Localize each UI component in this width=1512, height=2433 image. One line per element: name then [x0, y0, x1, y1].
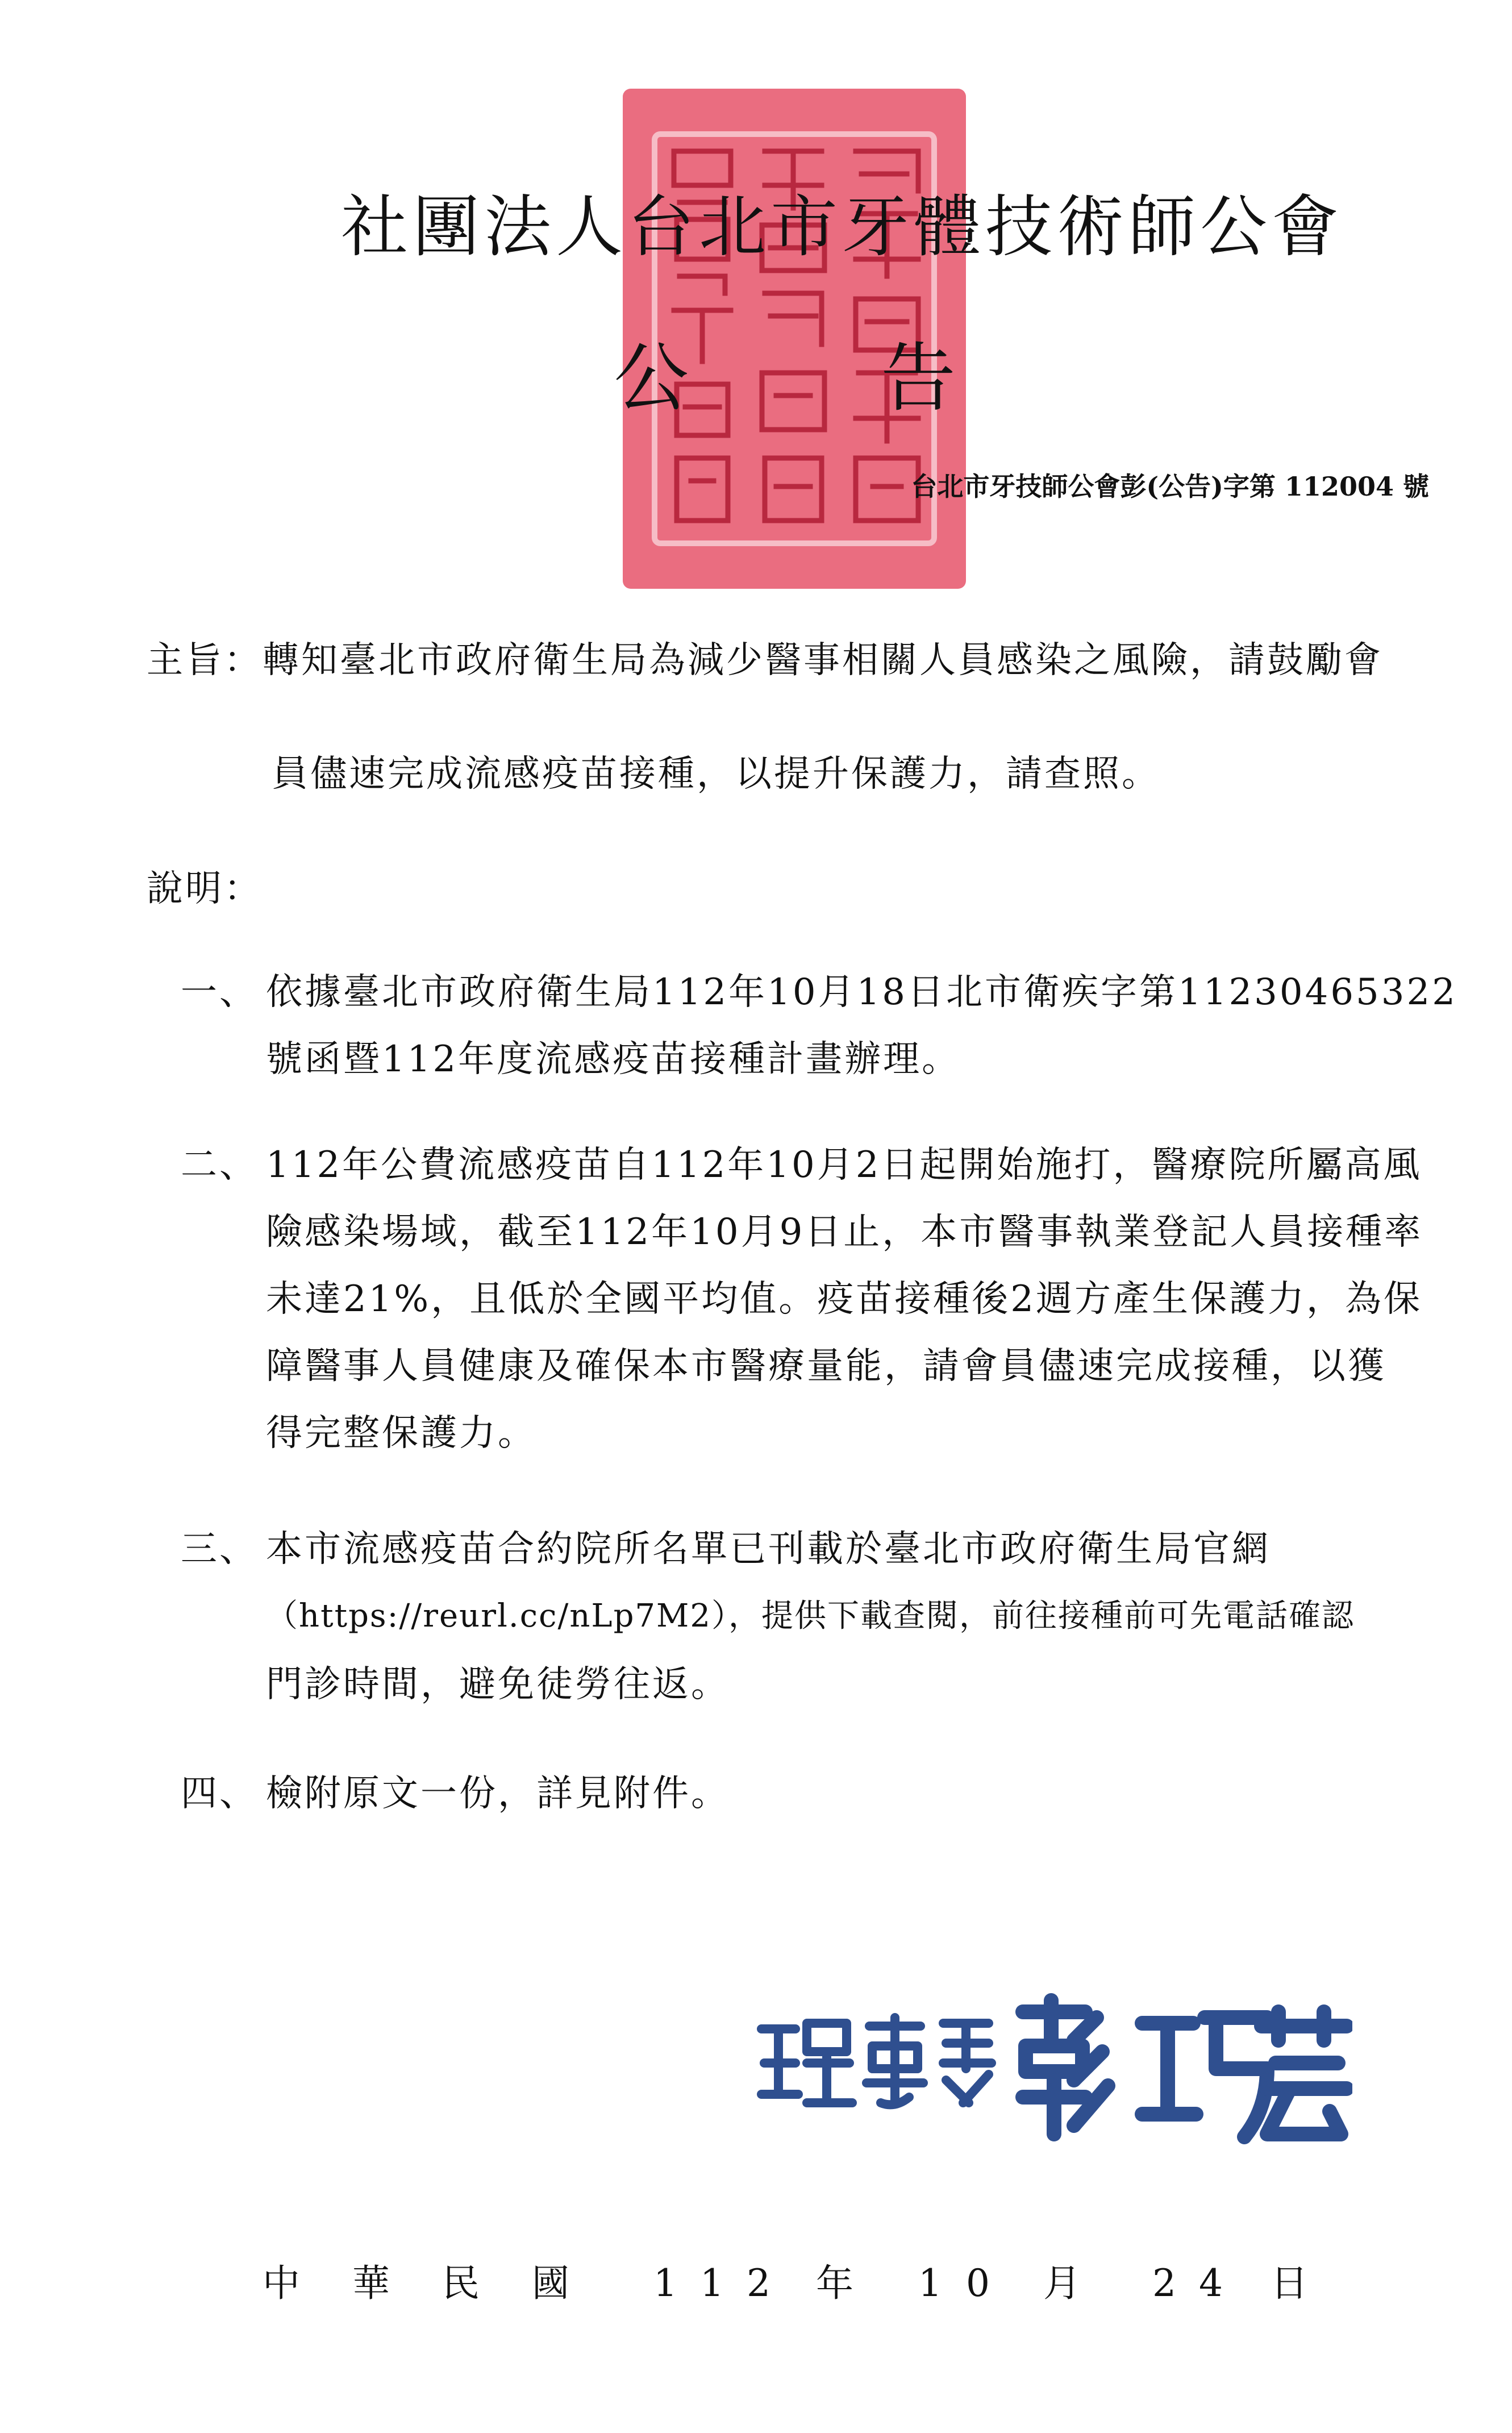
- document-type-char-1: 公: [614, 335, 689, 422]
- date-char: 1: [700, 2261, 724, 2305]
- date-char: 0: [966, 2261, 990, 2305]
- item-2-line-2: 險感染場域，截至112年10月9日止，本市醫事執業登記人員接種率: [266, 1211, 1423, 1253]
- date-char: 月: [1043, 2261, 1081, 2305]
- item-3-line-1: 本市流感疫苗合約院所名單已刊載於臺北市政府衛生局官網: [266, 1528, 1271, 1570]
- subject-line-2: 員儘速完成流感疫苗接種，以提升保護力，請查照。: [272, 753, 1160, 795]
- item-2-line-4: 障醫事人員健康及確保本市醫療量能，請會員儘速完成接種，以獲: [266, 1345, 1386, 1387]
- item-2-line-1: 112年公費流感疫苗自112年10月2日起開始施打，醫療院所屬高風: [266, 1144, 1422, 1186]
- item-3-marker: 三、: [181, 1528, 258, 1570]
- item-1-line-1: 依據臺北市政府衛生局112年10月18日北市衛疾字第11230465322: [266, 971, 1457, 1013]
- item-3-line-2: （https://reurl.cc/nLp7M2），提供下載查閱，前往接種前可先電話確認: [266, 1598, 1355, 1635]
- date-char: 4: [1199, 2261, 1223, 2305]
- chairperson-signature: [750, 1989, 1352, 2148]
- item-3-line-3: 門診時間，避免徒勞往返。: [266, 1663, 730, 1706]
- item-2-line-5: 得完整保護力。: [266, 1412, 536, 1454]
- organization-title: 社團法人台北市牙體技術師公會: [341, 188, 1344, 266]
- date-char: 2: [1152, 2261, 1176, 2305]
- document-number: 台北市牙技師公會彭(公告)字第 112004 號: [911, 471, 1429, 502]
- date-char: 1: [918, 2261, 942, 2305]
- item-4-line-1: 檢附原文一份，詳見附件。: [266, 1773, 730, 1815]
- item-1-line-2: 號函暨112年度流感疫苗接種計畫辦理。: [266, 1038, 961, 1080]
- item-2-marker: 二、: [181, 1144, 258, 1186]
- date-char: 2: [747, 2261, 770, 2305]
- signature-stamp-icon: [750, 1989, 1352, 2148]
- date-char: 年: [816, 2261, 853, 2305]
- document-type-title: [614, 335, 977, 422]
- item-2-line-3: 未達21%，且低於全國平均值。疫苗接種後2週方產生保護力，為保: [266, 1278, 1422, 1320]
- date-char: 中: [263, 2261, 300, 2305]
- date-line: [0, 2261, 1512, 2316]
- document-type-char-2: 告: [881, 335, 956, 422]
- subject-line-1: 主旨：轉知臺北市政府衛生局為減少醫事相關人員感染之風險，請鼓勵會: [147, 639, 1383, 681]
- date-char: 華: [352, 2261, 390, 2305]
- item-1-marker: 一、: [181, 971, 258, 1013]
- explanation-heading: 說明：: [147, 868, 263, 910]
- date-char: 國: [532, 2261, 569, 2305]
- item-4-marker: 四、: [181, 1773, 258, 1815]
- date-char: 1: [653, 2261, 677, 2305]
- date-char: 日: [1271, 2261, 1308, 2305]
- date-char: 民: [442, 2261, 480, 2305]
